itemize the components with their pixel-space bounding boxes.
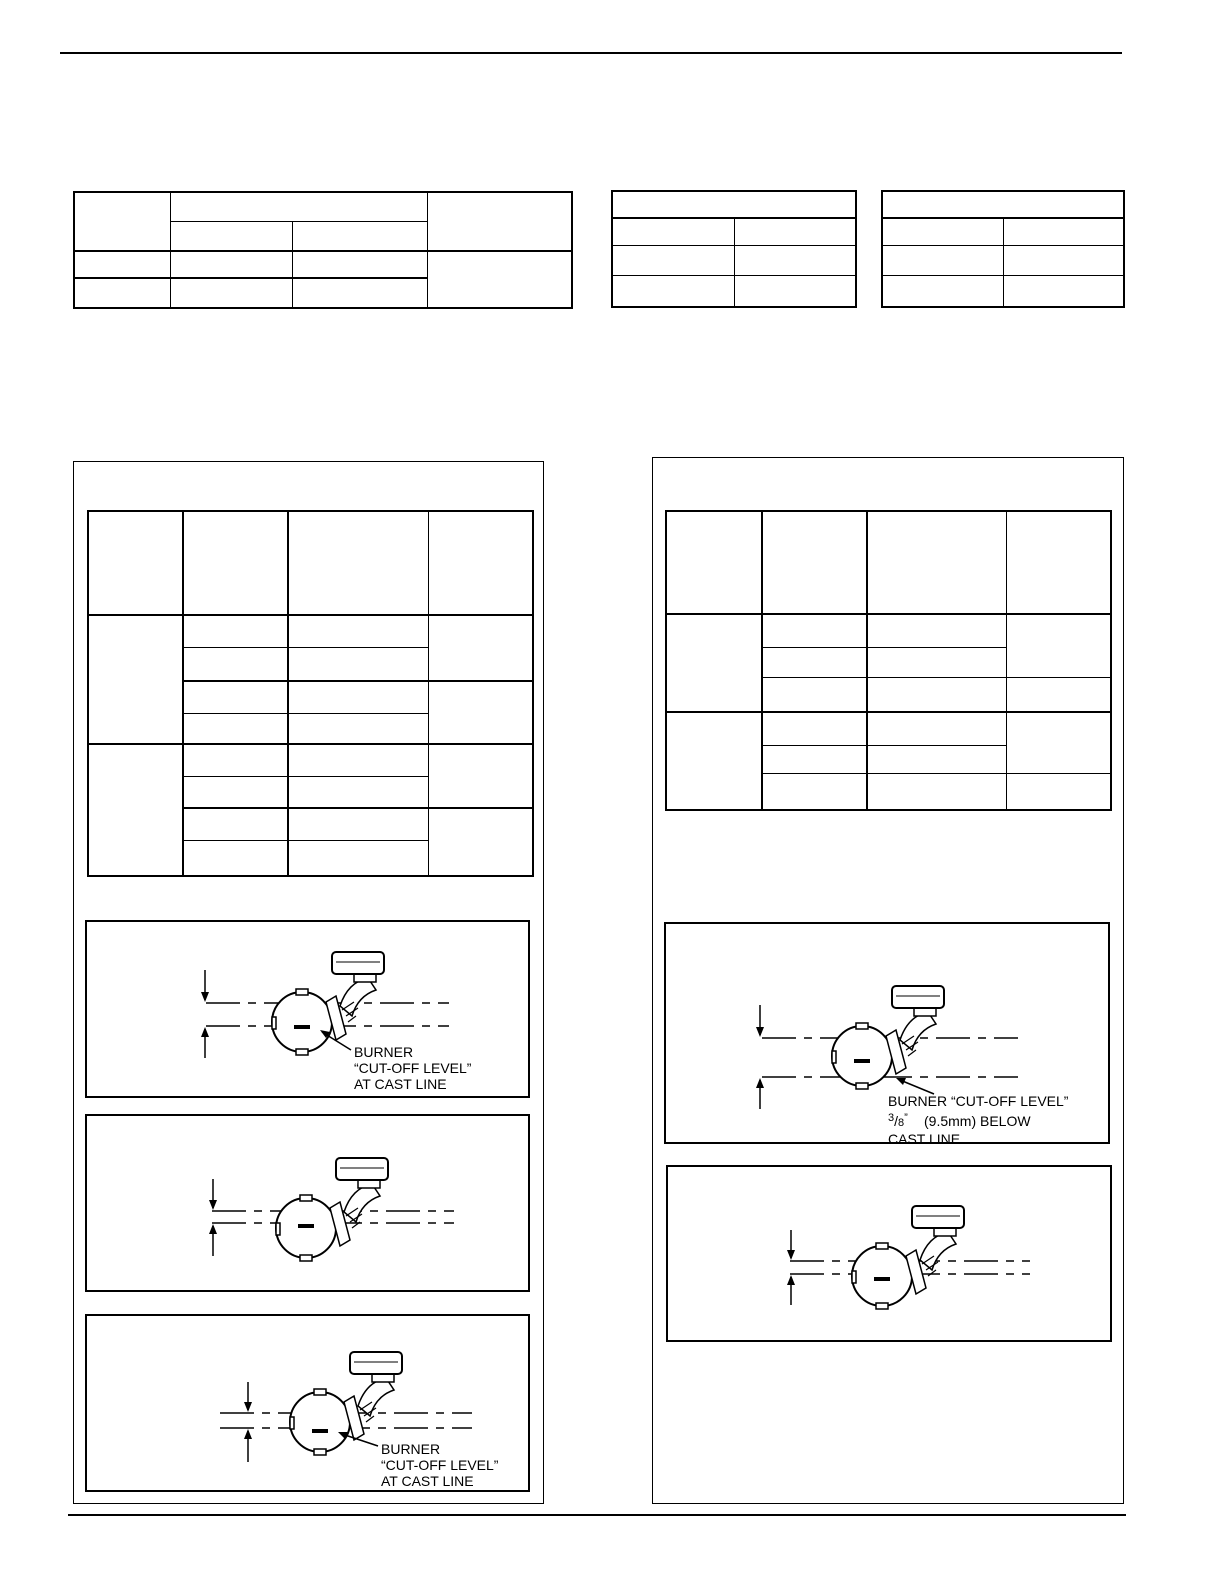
table-rule [183,776,428,777]
callout-line-2: “CUT-OFF LEVEL” [381,1457,499,1473]
table-rule [427,191,428,309]
table-rule [762,647,1006,648]
table-rule [170,191,171,309]
burner-figure-right-1 [664,922,1110,1147]
table-rule [182,510,184,877]
table-rule [761,510,763,811]
table-rule [762,745,1006,746]
table-rule [1006,510,1007,811]
burner-figure-left-3 [85,1314,530,1492]
table-rule [292,221,293,309]
table-rule [183,807,532,809]
arrow-up-icon [756,1078,764,1109]
burner-figure-left-2 [85,1114,530,1292]
table-rule [183,713,428,714]
table-rule [734,217,735,308]
burner-diagram [666,924,1112,1146]
arrow-up-icon [244,1429,252,1462]
callout-line-3: AT CAST LINE [354,1076,447,1092]
table-rule [171,221,427,222]
left-panel-table [87,510,534,877]
burner-diagram [87,922,532,1100]
inch-mark: ” [904,1112,908,1124]
burner-assembly-icon [290,1352,402,1455]
arrow-up-icon [209,1224,217,1256]
arrow-up-icon [201,1027,209,1058]
table-rule [87,614,534,616]
table-rule [428,510,429,877]
callout-fraction: $^3$/8” [888,1112,908,1129]
arrow-down-icon [787,1230,795,1260]
table-rule [665,613,1112,615]
bottom-rule [68,1514,1126,1516]
callout-line-1: BURNER [354,1044,414,1060]
arrow-down-icon [209,1179,217,1210]
burner-figure-left-1 [85,920,530,1098]
top-rule [60,52,1122,54]
burner-diagram [87,1116,532,1294]
callout-line-3: CAST LINE [888,1131,961,1147]
arrow-down-icon [244,1382,252,1412]
burner-figure-right-2 [666,1165,1112,1342]
burner-diagram [87,1316,532,1494]
callout-line-2: “CUT-OFF LEVEL” [354,1060,472,1076]
table-rule [73,277,427,279]
burner-assembly-icon [276,1158,388,1261]
table-rule [183,840,428,841]
burner-assembly-icon [852,1206,964,1309]
arrow-up-icon [787,1275,795,1305]
burner-diagram [668,1167,1114,1344]
table-rule [665,711,1112,713]
table-rule [762,677,1110,678]
table-rule [1003,217,1004,308]
callout-line-3: AT CAST LINE [381,1473,474,1489]
table-rule [287,510,289,877]
arrow-down-icon [201,970,209,1002]
table-rule [866,510,868,811]
arrow-down-icon [756,1005,764,1037]
callout-line-2: (9.5mm) BELOW [924,1113,1031,1129]
fraction-numerator: 3 [888,1112,895,1124]
table-rule [762,773,1110,774]
table-rule [73,250,573,252]
table-rule [183,680,532,682]
table-rule [87,743,534,745]
fraction-denominator: 8 [898,1117,905,1129]
table-rule [183,647,428,648]
right-panel-table [665,510,1112,811]
callout-line-1: BURNER “CUT-OFF LEVEL” [888,1093,1069,1109]
callout-line-1: BURNER [381,1441,441,1457]
